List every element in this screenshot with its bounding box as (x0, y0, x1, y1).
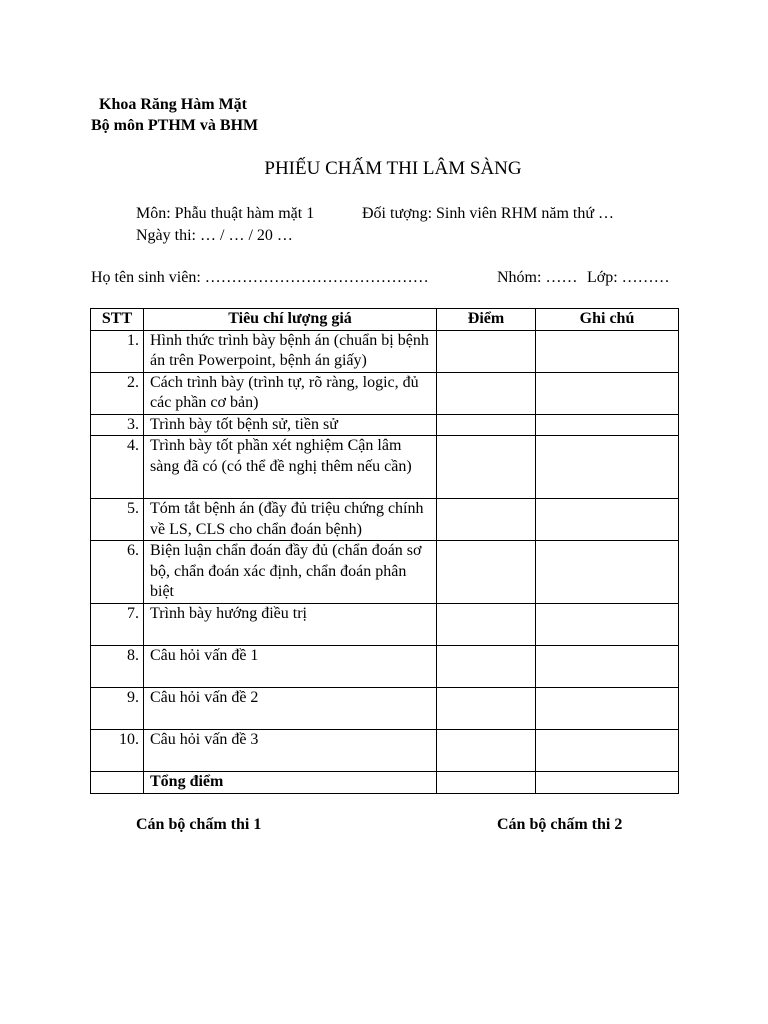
row-criterion: Biện luận chẩn đoán đầy đủ (chẩn đoán sơ bộ, chẩn đoán xác định, chẩn đoán phân biệt (144, 541, 437, 604)
note-cell[interactable] (536, 330, 679, 372)
header-stt: STT (91, 309, 144, 331)
table-row (91, 646, 679, 688)
table-row (91, 330, 679, 372)
note-cell[interactable] (536, 541, 679, 604)
row-criterion: Hình thức trình bày bệnh án (chuẩn bị bệnh án trên Powerpoint, bệnh án giấy) (144, 330, 437, 372)
table-header-row (91, 309, 679, 331)
note-cell[interactable] (536, 688, 679, 730)
header-score: Điểm (437, 309, 536, 331)
row-criterion: Câu hỏi vấn đề 3 (144, 730, 437, 772)
row-stt: 9. (91, 688, 144, 730)
score-cell[interactable] (437, 372, 536, 414)
row-stt: 1. (91, 330, 144, 372)
total-stt (91, 772, 144, 794)
table-row (91, 688, 679, 730)
table-row (91, 541, 679, 604)
row-criterion: Cách trình bày (trình tự, rõ ràng, logic, đủ các phần cơ bản) (144, 372, 437, 414)
class-line: Lớp: ……… (587, 269, 670, 286)
note-cell[interactable] (536, 646, 679, 688)
row-criterion: Trình bày tốt phần xét nghiệm Cận lâm sàng đã có (có thể đề nghị thêm nếu cần) (144, 436, 437, 499)
table-row (91, 730, 679, 772)
score-cell[interactable] (437, 604, 536, 646)
note-cell[interactable] (536, 730, 679, 772)
department-name: Khoa Răng Hàm Mặt (99, 96, 247, 113)
group-line: Nhóm: …… (497, 269, 578, 286)
header-note: Ghi chú (536, 309, 679, 331)
total-note-cell[interactable] (536, 772, 679, 794)
note-cell[interactable] (536, 436, 679, 499)
score-cell[interactable] (437, 688, 536, 730)
total-score-cell[interactable] (437, 772, 536, 794)
row-criterion: Trình bày hướng điều trị (144, 604, 437, 646)
note-cell[interactable] (536, 414, 679, 436)
score-cell[interactable] (437, 414, 536, 436)
exam-date-line: Ngày thi: … / … / 20 … (136, 227, 293, 244)
student-name-line: Họ tên sinh viên: …………………………………… (91, 269, 429, 286)
row-criterion: Tóm tắt bệnh án (đầy đủ triệu chứng chính về LS, CLS cho chẩn đoán bệnh) (144, 499, 437, 541)
note-cell[interactable] (536, 604, 679, 646)
form-title: PHIẾU CHẤM THI LÂM SÀNG (264, 158, 522, 179)
examiner-1-signature-label: Cán bộ chấm thi 1 (136, 816, 262, 833)
table-row (91, 414, 679, 436)
header-criterion: Tiêu chí lượng giá (144, 309, 437, 331)
total-label: Tổng điểm (144, 772, 437, 794)
score-cell[interactable] (437, 730, 536, 772)
table-row (91, 436, 679, 499)
row-stt: 2. (91, 372, 144, 414)
note-cell[interactable] (536, 372, 679, 414)
row-stt: 7. (91, 604, 144, 646)
score-cell[interactable] (437, 436, 536, 499)
row-stt: 3. (91, 414, 144, 436)
total-row (91, 772, 679, 794)
target-line: Đối tượng: Sinh viên RHM năm thứ … (362, 205, 615, 222)
subject-line: Môn: Phẫu thuật hàm mặt 1 (136, 205, 315, 222)
row-stt: 10. (91, 730, 144, 772)
subdepartment-name: Bộ môn PTHM và BHM (91, 117, 259, 134)
row-criterion: Trình bày tốt bệnh sử, tiền sử (144, 414, 437, 436)
score-cell[interactable] (437, 499, 536, 541)
score-cell[interactable] (437, 541, 536, 604)
table-row (91, 604, 679, 646)
row-stt: 8. (91, 646, 144, 688)
grading-table (90, 308, 679, 794)
row-stt: 6. (91, 541, 144, 604)
row-stt: 5. (91, 499, 144, 541)
score-cell[interactable] (437, 646, 536, 688)
row-stt: 4. (91, 436, 144, 499)
table-row (91, 372, 679, 414)
table-row (91, 499, 679, 541)
note-cell[interactable] (536, 499, 679, 541)
examiner-2-signature-label: Cán bộ chấm thi 2 (497, 816, 623, 833)
score-cell[interactable] (437, 330, 536, 372)
row-criterion: Câu hỏi vấn đề 1 (144, 646, 437, 688)
row-criterion: Câu hỏi vấn đề 2 (144, 688, 437, 730)
